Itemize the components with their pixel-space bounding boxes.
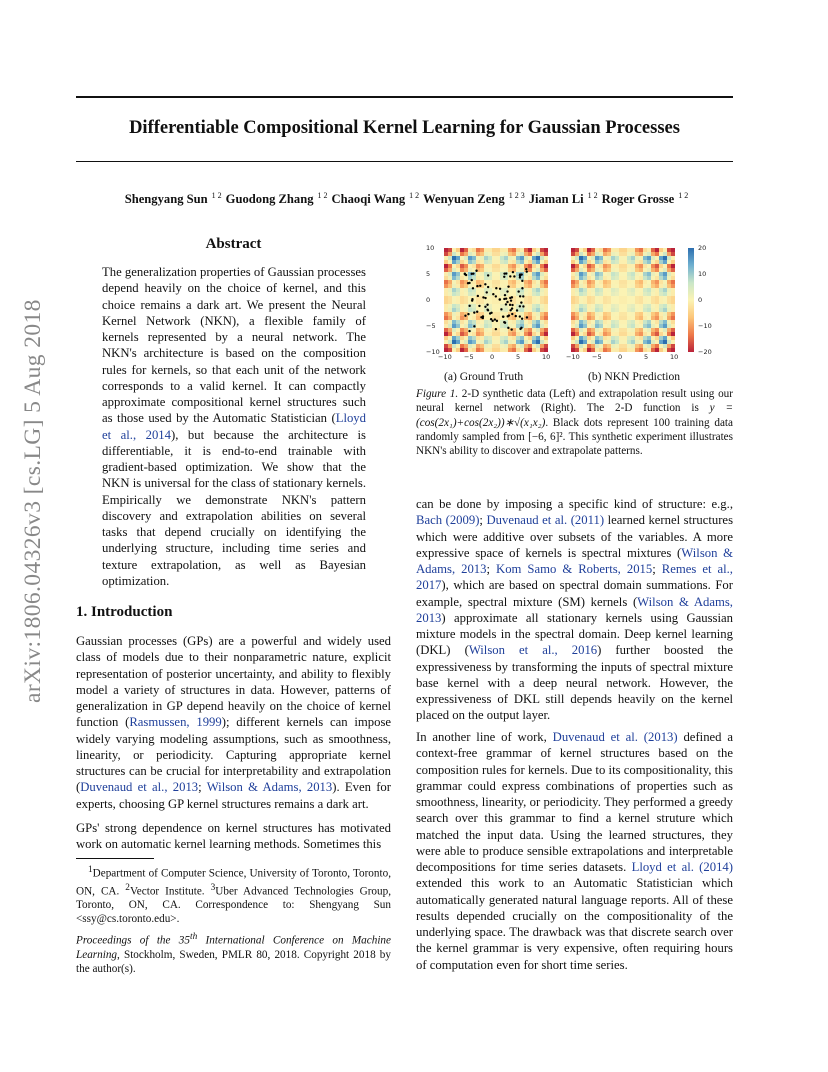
training-point [510, 328, 512, 330]
citation-link[interactable]: Lloyd et al. (2014) [631, 860, 733, 874]
proceedings-note: Proceedings of the 35th International Conference on Machine Learning, Stockholm, Sweden, PMLR 80, 2018. Copyright 2018 by the author(s). [76, 932, 391, 975]
author-affiliation-mark: 1 2 [587, 191, 598, 200]
training-point [482, 296, 484, 298]
training-point [503, 272, 505, 274]
training-point [487, 274, 489, 276]
training-point [495, 295, 497, 297]
training-point [499, 288, 501, 290]
section-heading-introduction: 1. Introduction [76, 604, 173, 620]
y-tick-label: −10 [426, 348, 440, 356]
figure-caption: Figure 1. 2-D synthetic data (Left) and extrapolation result using our neural kernel network (Right). The 2-D function is y = (cos(2x₁)+cos(2x₂))∗√(x₁x₂). Black dots represent 100 training data randomly sampled from [−6, 6]². This synthetic experiment illustrates NKN's ability to discover and extrapolate patterns. [416, 388, 734, 458]
training-point [511, 296, 513, 298]
colorbar-tick-label: 20 [698, 244, 707, 252]
training-point [476, 285, 478, 287]
training-point [495, 287, 497, 289]
training-point [519, 315, 521, 317]
training-point [521, 287, 523, 289]
training-point [499, 298, 501, 300]
training-point [491, 320, 493, 322]
training-point [517, 290, 519, 292]
footnote-rule [76, 858, 154, 859]
citation-link[interactable]: Rasmussen, 1999 [129, 715, 222, 730]
intro-paragraph-2: GPs' strong dependence on kernel structures has motivated work on automatic kernel learning methods. Sometimes this [76, 821, 391, 852]
x-tick-label: 10 [670, 353, 679, 361]
training-point [519, 295, 521, 297]
author-name: Jiaman Li [528, 192, 584, 207]
training-point [515, 315, 517, 317]
y-tick-label: 5 [426, 270, 431, 278]
x-tick-label: −5 [592, 353, 602, 361]
paper-title: Differentiable Compositional Kernel Learning for Gaussian Processes [129, 118, 680, 138]
training-point [464, 315, 466, 317]
colorbar-tick-label: −10 [698, 322, 712, 330]
citation-link[interactable]: Duvenaud et al. (2013) [552, 730, 678, 744]
citation-link[interactable]: Kom Samo & Roberts, 2015 [496, 562, 653, 576]
training-point [519, 305, 521, 307]
training-point [512, 271, 514, 273]
training-point [519, 328, 521, 330]
citation-link[interactable]: Wilson & Adams, 2013 [206, 780, 333, 795]
training-point [486, 304, 488, 306]
training-point [505, 303, 507, 305]
arxiv-identifier-stamp[interactable]: arXiv:1806.04326v3 [cs.LG] 5 Aug 2018 [20, 299, 46, 703]
training-point [526, 270, 528, 272]
author-affiliation-mark: 1 2 [211, 191, 222, 200]
x-tick-label: 0 [490, 353, 495, 361]
author-affiliation-mark: 1 2 [409, 191, 420, 200]
right-paragraph-1: can be done by imposing a specific kind of structure: e.g., Bach (2009); Duvenaud et al. (2011) learned kernel structures which were additive over subsets of the variables. A more expressive space of kernels is spectral mixtures (Wilson & Adams, 2013; Kom Samo & Roberts, 2015; Remes et al., 2017), which are based on spectral domain summations. For example, spectral mixture (SM) kernels (Wilson & Adams, 2013) approximate all stationary kernels using Gaussian mixture models in the spectral domain. Deep kernel learning (DKL) (Wilson et al., 2016) further boosted the expressiveness by transforming the inputs of spectral mixture base kernel with a deep neural network. However, the expressiveness of DKL still depends heavily on the kernel placed on the output layer. [416, 497, 734, 723]
training-point [495, 328, 497, 330]
citation-link[interactable]: Lloyd et al., 2014 [102, 411, 366, 442]
colorbar-tick-label: 10 [698, 270, 707, 278]
x-tick-label: 5 [516, 353, 521, 361]
author-list [76, 191, 733, 207]
training-point [513, 275, 515, 277]
author-affiliation-mark: 1 2 3 [508, 191, 525, 200]
x-tick-label: −10 [438, 353, 452, 361]
intro-paragraph-1: Gaussian processes (GPs) are a powerful and widely used class of models due to their nonparametric nature, explicit representation of posterior uncertainty, and ability to flexibly model a variety of structures in data. However, patterns of generalization in GP depend heavily on the choice of kernel function (Rasmussen, 1999); different kernels can impose widely varying modeling assumptions, such as smoothness, linearity, or periodicity. Capturing appropriate kernel structures can be crucial for interpretability and extrapolation (Duvenaud et al., 2013; Wilson & Adams, 2013). Even for experts, choosing GP kernel structures remains a dark art. [76, 634, 392, 811]
training-point [473, 325, 475, 327]
training-point [465, 274, 467, 276]
training-point [470, 273, 472, 275]
affiliation-footnote: $^1$Department of Computer Science, University of Toronto, Toronto, ON, CA. $^2$Vector Institute. $^3$Uber Advanced Technologies Group, Toronto, ON, CA. Correspondence to: Shengyang Sun <ssy@cs.toronto.edu>. [76, 865, 391, 926]
x-tick-label: −5 [464, 353, 474, 361]
training-point [479, 285, 481, 287]
training-point [521, 318, 523, 320]
training-point [519, 273, 521, 275]
author-name: Chaoqi Wang [331, 192, 406, 207]
training-point [494, 318, 496, 320]
citation-link[interactable]: Duvenaud et al. (2011) [486, 513, 605, 528]
author-affiliation-mark: 1 2 [678, 191, 689, 200]
subcaption-nkn-prediction: (b) NKN Prediction [588, 370, 681, 383]
training-point [505, 297, 507, 299]
training-point [475, 270, 477, 272]
training-point [506, 301, 508, 303]
abstract-heading: Abstract [205, 236, 262, 252]
top-rule-thick [76, 96, 733, 98]
training-point [477, 295, 479, 297]
y-tick-label: 0 [426, 296, 431, 304]
author-name: Roger Grosse [601, 192, 675, 207]
training-point [468, 305, 470, 307]
training-point [486, 309, 488, 311]
y-tick-label: 10 [426, 244, 435, 252]
x-tick-label: 0 [618, 353, 623, 361]
training-point [525, 268, 527, 270]
abstract-body: The generalization properties of Gaussian processes depend heavily on the choice of kernel, and this choice remains a dark art. We present the Neural Kernel Network (NKN), a flexible family of kernels represented by a neural network. The NKN's architecture is based on the composition rules for kernels, so that each unit of the network corresponds to a valid kernel. It can compactly approximate compositional kernel structures such as those used by the Automatic Statistician (Lloyd et al., 2014), but because the architecture is differentiable, it is end-to-end trainable with gradient-based optimization. We show that the NKN is universal for the class of stationary kernels. Empirically we demonstrate NKN's pattern discovery and extrapolation abilities on several tasks that depend crucially on identifying the underlying structure, including time series and texture extrapolation, as well as Bayesian optimization. [102, 265, 366, 588]
training-point [522, 305, 524, 307]
training-point [511, 307, 513, 309]
training-point [500, 308, 502, 310]
training-point [484, 306, 486, 308]
training-point [476, 311, 478, 313]
training-point [478, 305, 480, 307]
training-point [520, 301, 522, 303]
figure-1 [416, 240, 733, 390]
x-tick-label: −10 [566, 353, 580, 361]
training-point [521, 280, 523, 282]
training-point [492, 293, 494, 295]
training-point [516, 309, 518, 311]
x-tick-label: 10 [542, 353, 551, 361]
training-point [507, 327, 509, 329]
training-point [484, 283, 486, 285]
colorbar-tick-label: 0 [698, 296, 703, 304]
training-point [487, 286, 489, 288]
citation-link[interactable]: Wilson & Adams, 2013 [416, 545, 733, 576]
right-paragraph-2: In another line of work, Duvenaud et al. (2013) defined a context-free grammar of kernel structures based on the composition rules for kernels. Due to its compositionality, this grammar could express combinations of properties such as smoothness, linearity, or periodicity. They performed a greedy search over this grammar to find a kernel struture which matched the input data. Using the learned structures, they were able to produce sensible extrapolations and interpretable decompositions for time series datasets. Lloyd et al. (2014) extended this work to an Automatic Statistician which automatically generated natural language reports. All of these results depended crucially on the compositionality of the underlying space. The drawback was that discrete search over the kernel grammar is very expensive, often requiring hours of computation even for short time series. [416, 730, 733, 972]
training-point [484, 297, 486, 299]
y-tick-label: −5 [426, 322, 436, 330]
author-name: Shengyang Sun [124, 192, 208, 207]
training-point [526, 316, 528, 318]
training-point [471, 299, 473, 301]
colorbar-tick-label: −20 [698, 348, 712, 356]
x-tick-label: 5 [644, 353, 649, 361]
training-point [503, 276, 505, 278]
title-rule-thin [76, 161, 733, 162]
training-point [507, 315, 509, 317]
citation-link[interactable]: Duvenaud et al., 2013 [80, 780, 199, 795]
training-point [472, 287, 474, 289]
heatmap-ground-truth [444, 248, 548, 352]
training-point [482, 315, 484, 317]
citation-link[interactable]: Remes et al., 2017 [416, 562, 733, 593]
training-point [496, 320, 498, 322]
citation-link[interactable]: Wilson et al., 2016 [468, 643, 598, 658]
training-point [504, 294, 506, 296]
training-point [509, 275, 511, 277]
training-point [468, 330, 470, 332]
subcaption-ground-truth: (a) Ground Truth [444, 370, 524, 383]
training-point [509, 304, 511, 306]
training-point [510, 299, 512, 301]
training-point [511, 313, 513, 315]
citation-link[interactable]: Wilson & Adams, 2013 [416, 594, 733, 625]
author-name: Guodong Zhang [225, 192, 314, 207]
training-point [519, 276, 521, 278]
heatmap-nkn-prediction [571, 248, 675, 352]
training-point [471, 279, 473, 281]
training-point [489, 312, 491, 314]
author-affiliation-mark: 1 2 [317, 191, 328, 200]
training-point [468, 282, 470, 284]
author-name: Wenyuan Zeng [423, 192, 505, 207]
training-point [502, 316, 504, 318]
training-point [473, 311, 475, 313]
training-point [522, 295, 524, 297]
training-point [486, 291, 488, 293]
citation-link[interactable]: Bach (2009) [416, 513, 480, 528]
training-point [511, 304, 513, 306]
training-point [506, 290, 508, 292]
colorbar [688, 248, 694, 352]
training-point [507, 285, 509, 287]
training-point [467, 313, 469, 315]
training-point [504, 322, 506, 324]
